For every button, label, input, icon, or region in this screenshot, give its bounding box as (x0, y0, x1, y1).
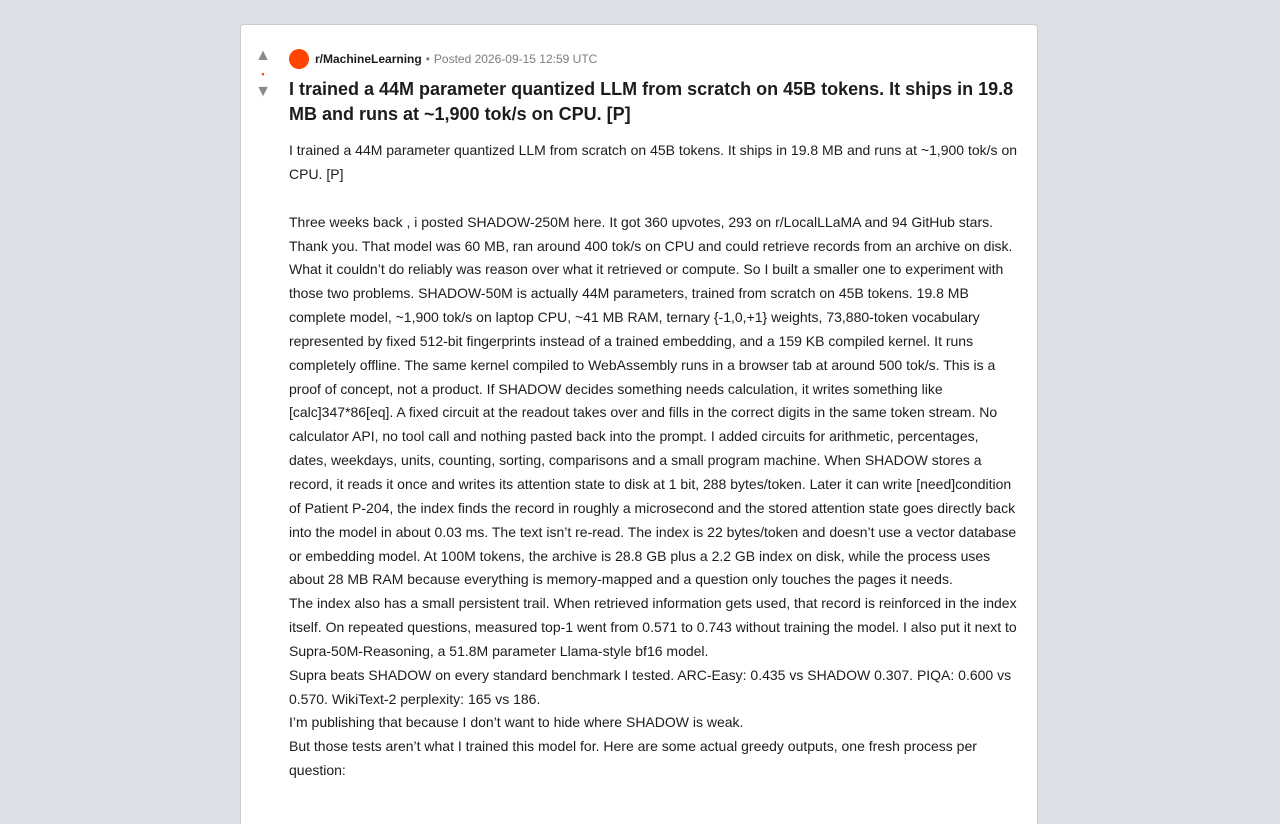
meta-separator: • (425, 52, 430, 66)
body-paragraph: But those tests aren’t what I trained this model for. Here are some actual greedy outputs, one fresh process per question: (289, 738, 977, 779)
post-content (289, 49, 1017, 783)
post-body (289, 139, 1017, 783)
post-card (240, 24, 1038, 824)
body-paragraph: I trained a 44M parameter quantized LLM from scratch on 45B tokens. It ships in 19.8 MB and runs at ~1,900 tok/s on CPU. [P] (289, 142, 1018, 182)
body-paragraph: Three weeks back , i posted SHADOW-250M here. It got 360 upvotes, 293 on r/LocalLLaMA and 94 GitHub stars. Thank you. That model was 60 MB, ran around 400 tok/s on CPU and could retrieve records from an archive on disk. What it couldn’t do reliably was reason over what it retrieved or compute. So I built a smaller one to experiment with those two problems. SHADOW-50M is actually 44M parameters, trained from scratch on 45B tokens. 19.8 MB complete model, ~1,900 tok/s on laptop CPU, ~41 MB RAM, ternary {-1,0,+1} weights, 73,880-token vocabulary represented by fixed 512-bit fingerprints instead of a trained embedding, and a 159 KB compiled kernel. It runs completely offline. The same kernel compiled to WebAssembly runs in a browser tab at around 500 tok/s. This is a proof of concept, not a product. If SHADOW decides something needs calculation, it writes something like [calc]347*86[eq]. A fixed circuit at the readout takes over and fills in the correct digits in the same token stream. No calculator API, no tool call and nothing pasted back into the prompt. I added circuits for arithmetic, percentages, dates, weekdays, units, counting, sorting, comparisons and a small program machine. When SHADOW stores a record, it reads it once and writes its attention state to disk at 1 bit, 288 bytes/token. Later it can write [need]condition of Patient P-204, the index finds the record in roughly a microsecond and the stored attention state goes directly back into the model in about 0.03 ms. The text isn’t re-read. The index is 22 bytes/token and doesn’t use a vector database or embedding model. At 100M tokens, the archive is 28.8 GB plus a 2.2 GB index on disk, while the process uses about 28 MB RAM because everything is memory-mapped and a question only touches the pages it needs. (289, 213, 1017, 588)
post-meta (289, 49, 1017, 69)
posted-timestamp: Posted 2026-09-15 12:59 UTC (433, 52, 598, 66)
vote-column (241, 47, 285, 101)
body-paragraph: Supra beats SHADOW on every standard benchmark I tested. ARC-Easy: 0.435 vs SHADOW 0.307. PIQA: 0.600 vs 0.570. WikiText-2 perplexity: 165 vs 186. (289, 666, 1012, 707)
arrow-up-icon[interactable]: ▲ (255, 47, 271, 64)
body-paragraph: I’m publishing that because I don’t want to hide where SHADOW is weak. (289, 714, 744, 731)
paragraph-spacer (289, 187, 1017, 211)
subreddit-link[interactable]: r/MachineLearning (315, 52, 422, 66)
body-paragraph: The index also has a small persistent trail. When retrieved information gets used, that record is reinforced in the index itself. On repeated questions, measured top-1 went from 0.571 to 0.743 without training the model. I also put it next to Supra-50M-Reasoning, a 51.8M parameter Llama-style bf16 model. (289, 595, 1017, 659)
arrow-down-icon[interactable]: ▼ (255, 83, 271, 100)
vote-score: • (261, 69, 265, 79)
post-title[interactable]: I trained a 44M parameter quantized LLM from scratch on 45B tokens. It ships in 19.8 MB and runs at ~1,900 tok/s on CPU. [P] (289, 79, 1014, 124)
subreddit-avatar[interactable] (289, 49, 309, 69)
